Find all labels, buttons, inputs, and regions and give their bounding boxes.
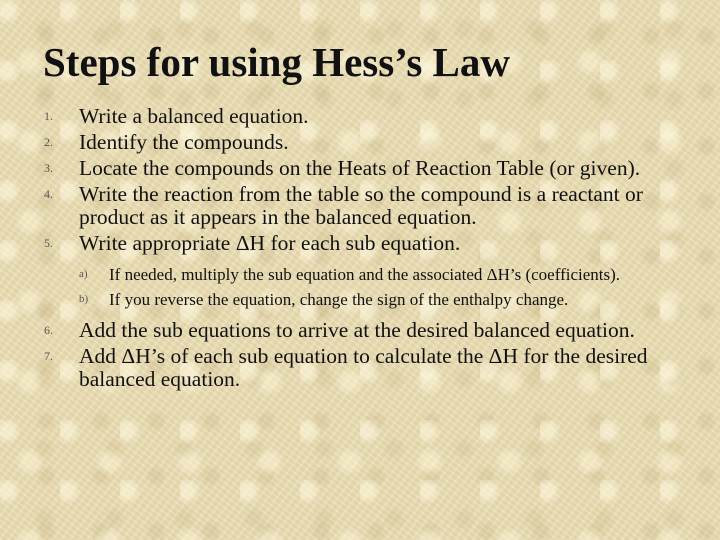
steps-list — [0, 105, 720, 394]
step-item-7 — [0, 345, 649, 391]
step-text: Write appropriate ΔH for each sub equation. — [79, 231, 461, 255]
step-number: 3. — [44, 161, 53, 175]
substep-item-b — [79, 290, 669, 309]
step-text: Write the reaction from the table so the compound is a reactant or product as it appears in the balanced equation. — [79, 182, 643, 229]
substep-item-a — [79, 265, 669, 284]
step-text: Add ΔH’s of each sub equation to calculate the ΔH for the desired balanced equation. — [79, 344, 648, 391]
step-text: Identify the compounds. — [79, 130, 289, 154]
step-number: 2. — [44, 135, 53, 149]
substep-text: If you reverse the equation, change the sign of the enthalpy change. — [109, 290, 569, 309]
step-text: Write a balanced equation. — [79, 104, 309, 128]
step-item-4 — [0, 183, 649, 229]
step-number: 1. — [44, 109, 53, 123]
substep-text: If needed, multiply the sub equation and the associated ΔH’s (coefficients). — [109, 265, 621, 284]
substep-letter: b) — [79, 293, 89, 305]
step-number: 4. — [44, 187, 53, 201]
step-item-6 — [0, 319, 649, 342]
step-text: Add the sub equations to arrive at the desired balanced equation. — [79, 318, 635, 342]
step-item-1 — [0, 105, 649, 128]
step-number: 7. — [44, 349, 53, 363]
step-item-5 — [0, 232, 649, 309]
step-number: 5. — [44, 236, 53, 250]
step-item-2 — [0, 131, 649, 154]
step-number: 6. — [44, 323, 53, 337]
substep-letter: a) — [79, 268, 88, 280]
step-text: Locate the compounds on the Heats of Reaction Table (or given). — [79, 156, 641, 180]
substeps-list — [79, 265, 649, 309]
slide-title: Steps for using Hess’s Law — [43, 39, 511, 85]
step-item-3 — [0, 157, 649, 180]
